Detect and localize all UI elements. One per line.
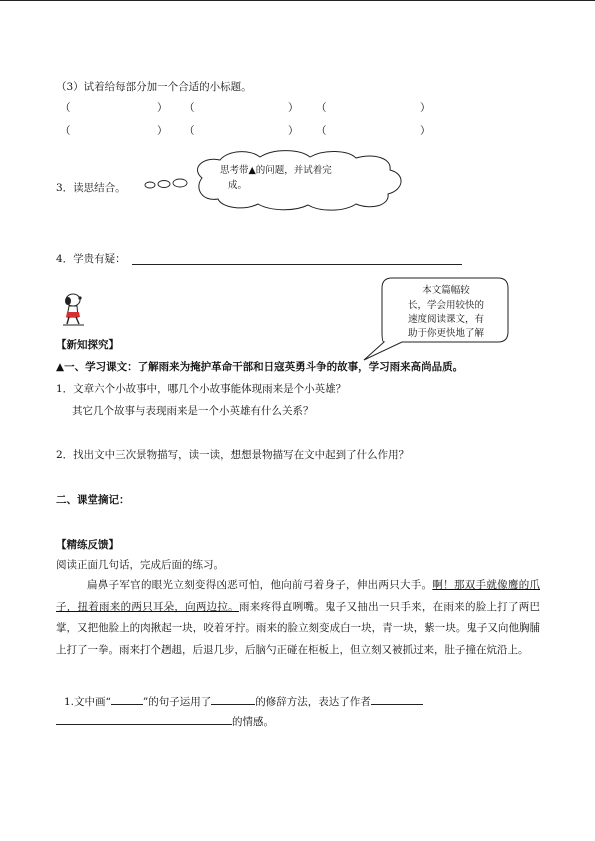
question-2: 2．找出文中三次景物描写，读一读，想想景物描写在文中起到了什么作用？ [56,449,410,461]
tip-line-3: 速度阅读课文，有 [407,314,484,325]
doubt-answer-line [132,264,462,265]
subtitle-question: （3）试着给每部分加一个合适的小标题。 [56,81,252,93]
paren-close: ） [157,102,168,114]
practice-header: 【精练反馈】 [56,539,119,551]
tip-line-4: 助于你更快地了解 [407,328,484,339]
passage-underlined-sentence: 啊！那双手就像鹰的爪子，扭着雨来的两只耳朵，向两边拉。 [56,579,541,613]
q1-text-c: 的修辞方法，表达了作者 [255,696,371,708]
paren-open: （ [316,125,327,137]
paren-close: ） [420,125,431,137]
q1-blank-author[interactable] [371,693,423,705]
tip-line-1: 本文篇幅较 [422,285,470,296]
practice-question-1-line-2 [56,713,274,729]
q1-text-b: ”的句子运用了 [142,696,212,708]
read-think-label: 3．读思结合。 [56,182,126,194]
q1-text-a: 1.文中画“ [64,696,111,708]
paren-open: （ [60,125,71,137]
paren-open: （ [60,102,71,114]
thought-cloud-icon [138,150,430,212]
practice-intro: 阅读正面几句话，完成后面的练习。 [56,559,224,571]
paren-close: ） [157,125,168,137]
snoopy-mascot-icon [60,290,90,328]
cloud-line-2: 成。 [228,180,248,191]
paren-close: ） [420,102,431,114]
page-top-rule [0,0,595,1]
passage-part-1: 扁鼻子军官的眼光立刻变得凶恶可怕，他向前弓着身子，伸出两只大手。 [87,579,433,591]
new-knowledge-header: 【新知探究】 [56,339,119,351]
cloud-line-1: 思考带▲的问题，并试着完 [220,165,332,176]
q1-blank-rhetoric[interactable] [211,693,255,705]
paren-open: （ [184,125,195,137]
paren-close: ） [288,102,299,114]
paren-open: （ [316,102,327,114]
q1-blank-sentence[interactable] [111,693,143,705]
practice-question-1-line-1 [64,693,423,709]
study-task-heading: ▲一、学习课文：了解雨来为掩护革命干部和日寇英勇斗争的故事，学习雨来高尚品质。 [56,361,464,373]
reading-passage [56,575,540,661]
q1-text-d: 的情感。 [232,716,274,728]
passage-part-2: 雨来疼得直咧嘴。鬼子又抽出一只手来，在雨来的脸上打了两巴掌，又把他脸上的肉揪起一块，咬着牙拧。雨来的脸立刻变成白一块，青一块，紫一块。鬼子又向他胸脯上打了一拳。雨来打个趔趄，后退几步，后脑勺正碰在柜板上，但立刻又被抓过来，肚子撞在炕沿上。 [56,600,541,656]
q1-blank-emotion[interactable] [56,713,232,725]
tip-line-2: 长，学会用较快的 [407,300,484,311]
class-notes-header: 二、课堂摘记： [56,494,130,506]
paren-open: （ [184,102,195,114]
question-1-line-1: 1．文章六个小故事中，哪几个小故事能体现雨来是个小英雄？ [56,383,347,395]
question-1-line-2: 其它几个故事与表现雨来是一个小英雄有什么关系？ [72,405,314,417]
paren-close: ） [288,125,299,137]
doubt-label: 4．学贵有疑： [56,253,126,265]
